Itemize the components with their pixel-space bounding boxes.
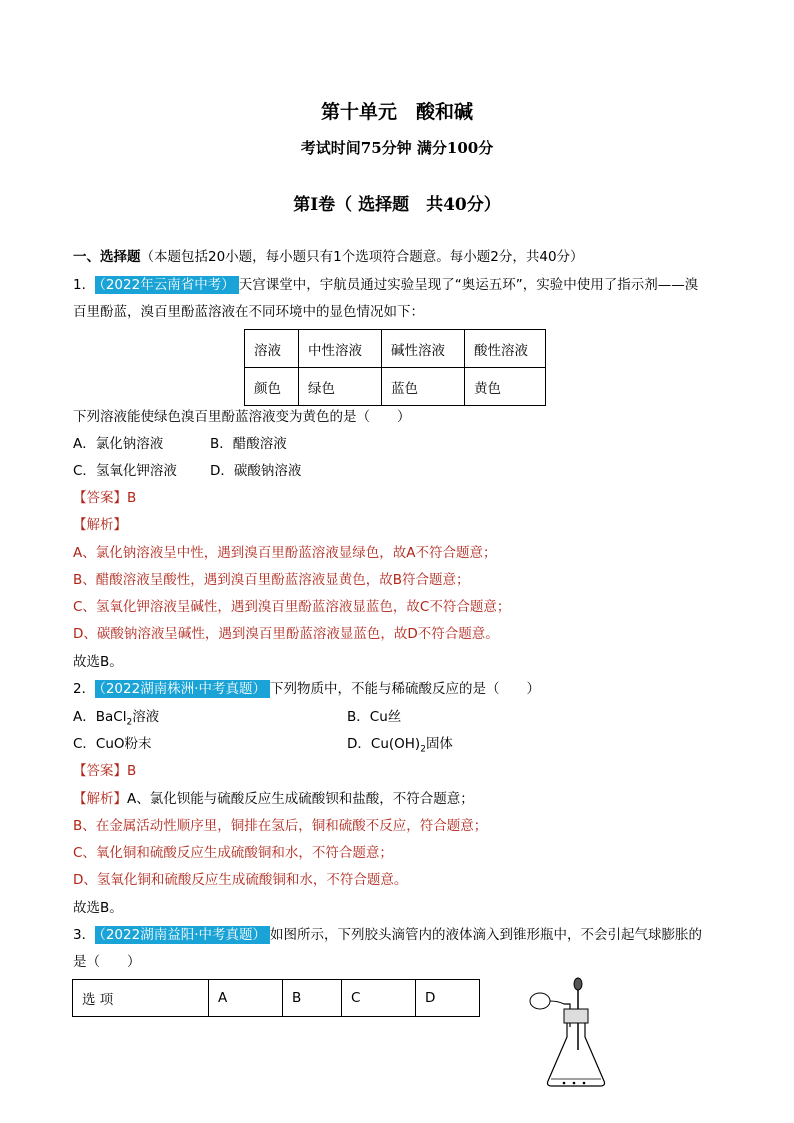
q1-color-table (244, 329, 546, 406)
table-cell: 碱性溶液 (382, 330, 465, 368)
section-heading: 一、选择题 (73, 249, 141, 265)
balloon (530, 993, 550, 1009)
particle (573, 1082, 576, 1085)
q2-option-d-subscript: 2 (420, 744, 426, 755)
q3-number: 3． (73, 927, 96, 943)
table-cell: A (209, 980, 283, 1017)
q1-analysis-d: D、碳酸钠溶液呈碱性，遇到溴百里酚蓝溶液显蓝色，故D不符合题意。 (73, 626, 499, 642)
q2-answer: 【答案】B (73, 763, 137, 779)
q2-option-a-text: A．BaCl (73, 709, 127, 725)
q1-analysis-a: A、氯化钠溶液呈中性，遇到溴百里酚蓝溶液显绿色，故A不符合题意； (73, 545, 497, 561)
table-cell: 颜色 (245, 368, 299, 406)
q2-option-a-subscript: 2 (126, 717, 133, 728)
q2-number: 2． (73, 681, 96, 697)
q2-analysis-d: D、氢氧化铜和硫酸反应生成硫酸铜和水，不符合题意。 (73, 872, 408, 888)
balloon-neck (550, 1001, 564, 1004)
q1-conclusion: 故选B。 (73, 654, 123, 670)
q1-question: 下列溶液能使绿色溴百里酚蓝溶液变为黄色的是（ ） (73, 409, 411, 425)
volume-title: 第Ⅰ卷（ 选择题 共40分） (293, 195, 501, 215)
q2-analysis-a: A、氯化钡能与硫酸反应生成硫酸钡和盐酸，不符合题意； (127, 791, 474, 807)
table-row (245, 368, 546, 406)
table-cell: 中性溶液 (299, 330, 382, 368)
table-cell: 选 项 (73, 980, 209, 1017)
q3-stem-line1 (73, 926, 702, 944)
q2-analysis-b: B、在金属活动性顺序里，铜排在氢后，铜和硫酸不反应，符合题意； (73, 818, 488, 834)
table-cell: 蓝色 (382, 368, 465, 406)
q2-analysis-c: C、氧化铜和硫酸反应生成硫酸铜和水，不符合题意； (73, 845, 393, 861)
q2-analysis-first (73, 790, 474, 808)
q2-option-d (347, 735, 453, 753)
stopper (564, 1009, 588, 1023)
table-cell: B (283, 980, 342, 1017)
q1-stem-text: 天宫课堂中，宇航员通过实验呈现了“奥运五环”，实验中使用了指示剂——溴 (238, 277, 699, 293)
q2-analysis-label: 【解析】 (73, 791, 127, 807)
q1-analysis-label: 【解析】 (73, 517, 127, 533)
q3-options-table (72, 979, 480, 1017)
q1-analysis-b: B、醋酸溶液呈酸性，遇到溴百里酚蓝溶液显黄色，故B符合题意； (73, 572, 470, 588)
table-cell: 绿色 (299, 368, 382, 406)
q2-option-a (73, 708, 159, 726)
q1-stem-line2: 百里酚蓝，溴百里酚蓝溶液在不同环境中的显色情况如下： (73, 304, 424, 320)
q1-source-tag: （2022年云南省中考） (95, 276, 239, 294)
section-instructions: （本题包括20小题，每小题只有1个选项符合题意。每小题2分，共40分） (140, 249, 584, 265)
q1-analysis-c: C、氢氧化钾溶液呈碱性，遇到溴百里酚蓝溶液显蓝色，故C不符合题意； (73, 599, 511, 615)
q1-option-a: A．氯化钠溶液 (73, 436, 164, 452)
table-row (245, 330, 546, 368)
q2-conclusion: 故选B。 (73, 900, 123, 916)
q2-option-d-text: D．Cu(OH) (347, 736, 421, 752)
q2-option-b: B．Cu丝 (347, 709, 402, 725)
q3-stem-text: 如图所示，下列胶头滴管内的液体滴入到锥形瓶中，不会引起气球膨胀的 (270, 927, 702, 943)
q1-number: 1． (73, 277, 96, 293)
unit-title: 第十单元 酸和碱 (320, 101, 473, 123)
particle (563, 1082, 566, 1085)
dropper-bulb (574, 978, 582, 990)
q3-stem-line2: 是（ ） (73, 954, 141, 970)
particle (583, 1082, 586, 1085)
q1-option-b: B．醋酸溶液 (210, 436, 287, 452)
q2-option-d-suffix: 固体 (425, 736, 453, 752)
q2-stem (73, 680, 540, 698)
q2-option-c: C．CuO粉末 (73, 736, 152, 752)
table-cell: 酸性溶液 (465, 330, 546, 368)
table-cell: 溶液 (245, 330, 299, 368)
q1-answer: 【答案】B (73, 490, 137, 506)
q1-stem-line1 (73, 276, 698, 294)
q2-stem-text: 下列物质中，不能与稀硫酸反应的是（ ） (270, 681, 540, 697)
section-heading-line (73, 248, 584, 266)
table-cell: C (342, 980, 416, 1017)
table-row (73, 980, 480, 1017)
q1-option-d: D．碳酸钠溶液 (210, 463, 302, 479)
q3-source-tag: （2022湖南益阳·中考真题） (95, 926, 270, 944)
exam-info: 考试时间75分钟 满分100分 (300, 139, 494, 157)
q2-source-tag: （2022湖南株洲·中考真题） (95, 680, 270, 698)
conical-flask (548, 1023, 605, 1086)
table-cell: D (416, 980, 480, 1017)
q2-option-a-suffix: 溶液 (132, 709, 160, 725)
flask-balloon-figure (524, 975, 614, 1090)
table-cell: 黄色 (465, 368, 546, 406)
q1-option-c: C．氢氧化钾溶液 (73, 463, 177, 479)
